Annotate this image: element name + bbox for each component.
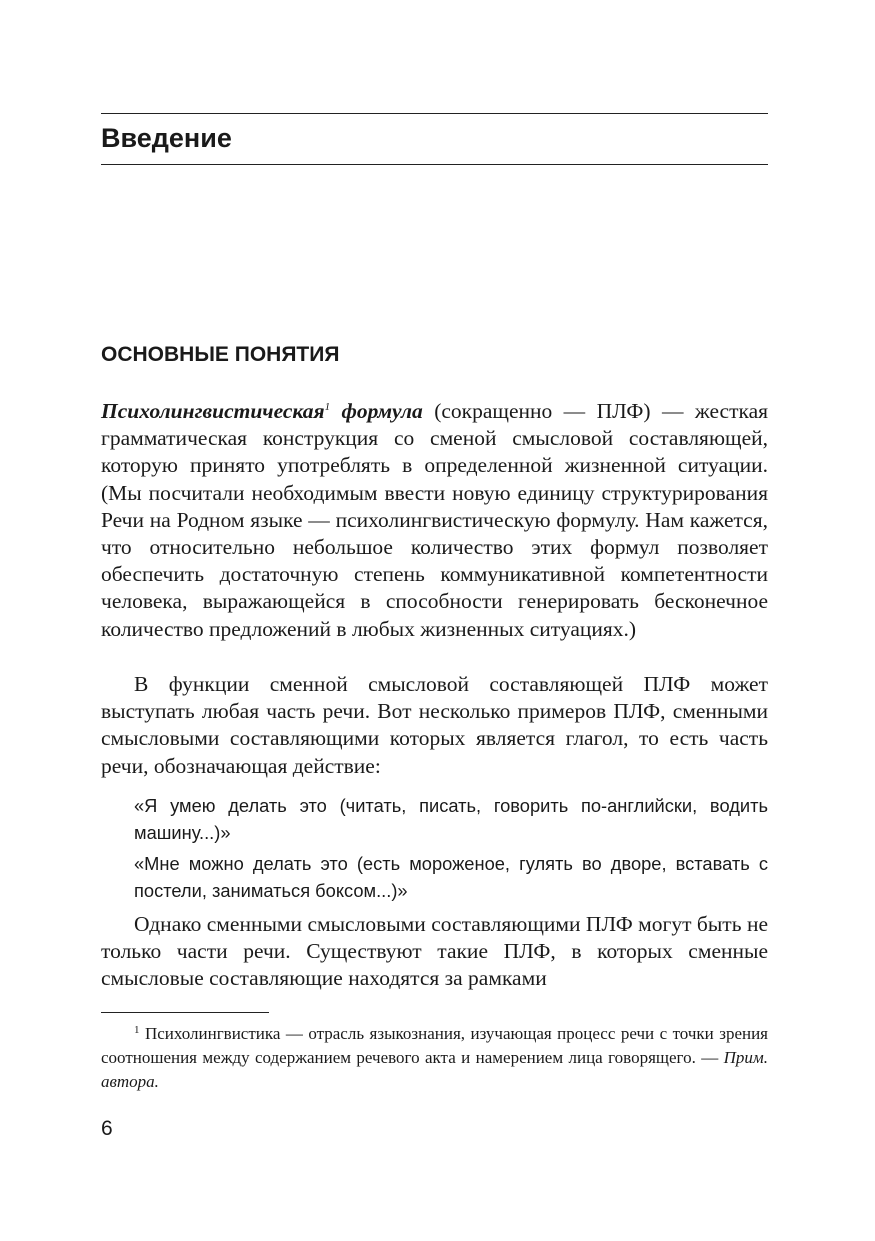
- term-word-1: Психолингвистическая: [101, 399, 325, 423]
- page-number: 6: [101, 1117, 113, 1140]
- footnote: [101, 1022, 768, 1094]
- footnote-text: Психолингвистика — отрасль языкознания, изучающая процесс речи с точки зрения соотношения между содержанием речевого акта и намерением лица говорящего. —: [101, 1024, 768, 1067]
- chapter-bottom-rule: [101, 164, 768, 165]
- footnote-separator: [101, 1012, 269, 1013]
- paragraph-function: В функции сменной смысловой составляющей ПЛФ может выступать любая часть речи. Вот несколько примеров ПЛФ, сменными смысловыми составляющими которых является глагол, то есть часть речи, обозначающая действие:: [101, 672, 768, 778]
- book-page: [101, 0, 768, 1241]
- chapter-top-rule: [101, 113, 768, 114]
- example-quote-1: «Я умею делать это (читать, писать, говорить по-английски, водить машину...)»: [134, 795, 768, 843]
- chapter-title: Введение: [101, 123, 232, 153]
- footnote-author-note: Прим. автора.: [101, 1048, 768, 1091]
- footnote-mark: 1: [134, 1024, 140, 1036]
- section-title: ОСНОВНЫЕ ПОНЯТИЯ: [101, 343, 340, 366]
- example-quote-2: «Мне можно делать это (есть мороженое, гулять во дворе, вставать с постели, заниматься боксом...)»: [134, 853, 768, 901]
- footnote-reference: 1: [324, 401, 331, 413]
- paragraph-definition: [101, 398, 768, 643]
- paragraph-continuation: Однако сменными смысловыми составляющими ПЛФ могут быть не только части речи. Существуют такие ПЛФ, в которых сменные смысловые составляющие находятся за рамками: [101, 912, 768, 991]
- term-word-2: формула: [341, 399, 423, 423]
- paragraph-definition-text: (сокращенно — ПЛФ) — жесткая грамматическая конструкция со сменой смысловой составляющей, которую принято употреблять в определенной жизненной ситуации. (Мы посчитали необходимым ввести новую единицу структурирования Речи на Родном языке — психолингвистическую формулу. Нам кажется, что относительно небольшое количество этих формул позволяет обеспечить достаточную степень коммуникативной компетентности человека, выражающейся в способности генерировать бесконечное количество предложений в любых жизненных ситуациях.): [101, 399, 769, 641]
